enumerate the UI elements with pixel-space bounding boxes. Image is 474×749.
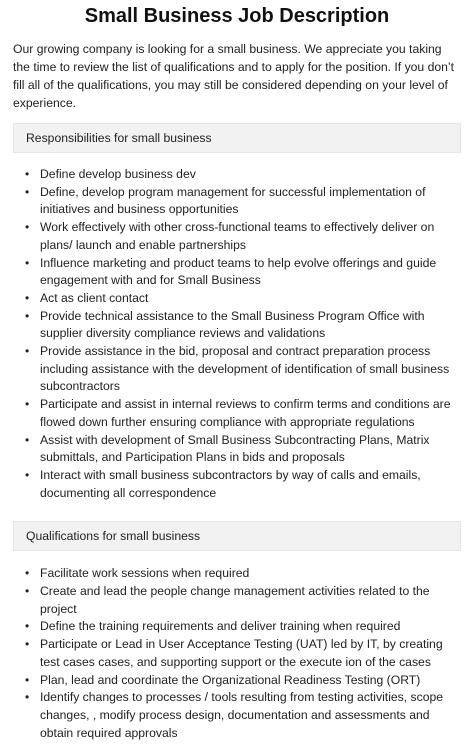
responsibilities-header: [13, 123, 461, 153]
bullet-icon: •: [25, 184, 30, 199]
list-item: • Create and lead the people change management activities related to the project: [25, 584, 430, 616]
bullet-icon: •: [25, 344, 30, 359]
qualifications-heading: Qualifications for small business: [26, 529, 201, 544]
bullet-icon: •: [25, 566, 30, 581]
section-spacer: [13, 502, 461, 510]
list-item: • Interact with small business subcontractors by way of calls and emails, documenting all correspondence: [25, 467, 421, 500]
bullet-icon: •: [25, 397, 30, 412]
page-title: Small Business Job Description: [84, 5, 390, 27]
qualifications-list: [13, 565, 461, 742]
list-item: • Participate or Lead in User Acceptance Testing (UAT) led by IT, by creating test cases cases, and supporting support or the execute ion of the cases: [25, 637, 443, 669]
bullet-icon: •: [25, 255, 30, 270]
list-item: • Define develop business dev: [13, 166, 461, 184]
bullet-icon: •: [25, 672, 30, 687]
list-item: • Identify changes to processes / tools resulting from testing activities, scope changes, , modify process design, documentation and assessments and obtain required approvals: [25, 690, 444, 740]
list-item: • Work effectively with other cross-functional teams to effectively deliver on plans/ launch and enable partnerships: [25, 220, 435, 252]
bullet-icon: •: [25, 290, 30, 305]
bullet-icon: •: [25, 432, 30, 447]
qualifications-header: [13, 521, 461, 551]
responsibilities-list: [13, 166, 461, 502]
bullet-icon: •: [25, 167, 30, 181]
bullet-icon: •: [25, 690, 30, 705]
list-item: • Facilitate work sessions when required: [13, 565, 461, 583]
list-item: • Provide assistance in the bid, proposal and contract preparation process including assistance with the development of identification of small business subcontractors: [25, 344, 450, 394]
list-item: • Provide technical assistance to the Small Business Program Office with supplier diversity compliance reviews and validations: [25, 308, 425, 341]
bullet-icon: •: [25, 467, 30, 482]
bullet-icon: •: [25, 619, 30, 634]
bullet-icon: •: [25, 584, 30, 599]
list-item: • Act as client contact: [13, 290, 461, 308]
intro-paragraph: Our growing company is looking for a small business. We appreciate you taking the time to review the list of qualifications and to apply for the position. If you don’t fill all of the qualifications, you may still be considered depending on your level of experience.: [13, 42, 455, 110]
list-item: • Define the training requirements and deliver training when required: [13, 618, 461, 636]
bullet-icon: •: [25, 637, 30, 652]
bullet-icon: •: [25, 308, 30, 323]
list-item: • Define, develop program management for successful implementation of initiatives and business opportunities: [25, 184, 426, 217]
bullet-icon: •: [25, 220, 30, 235]
responsibilities-heading: Responsibilities for small business: [26, 131, 212, 145]
list-item: • Participate and assist in internal reviews to confirm terms and conditions are flowed down further ensuring compliance with appropriate regulations: [25, 397, 451, 429]
list-item: • Assist with development of Small Business Subcontracting Plans, Matrix submittals, and Participation Plans in bids and proposals: [25, 432, 430, 465]
list-item: • Plan, lead and coordinate the Organizational Readiness Testing (ORT): [13, 672, 461, 690]
list-item: • Influence marketing and product teams to help evolve offerings and guide engagement with and for Small Business: [25, 255, 437, 288]
